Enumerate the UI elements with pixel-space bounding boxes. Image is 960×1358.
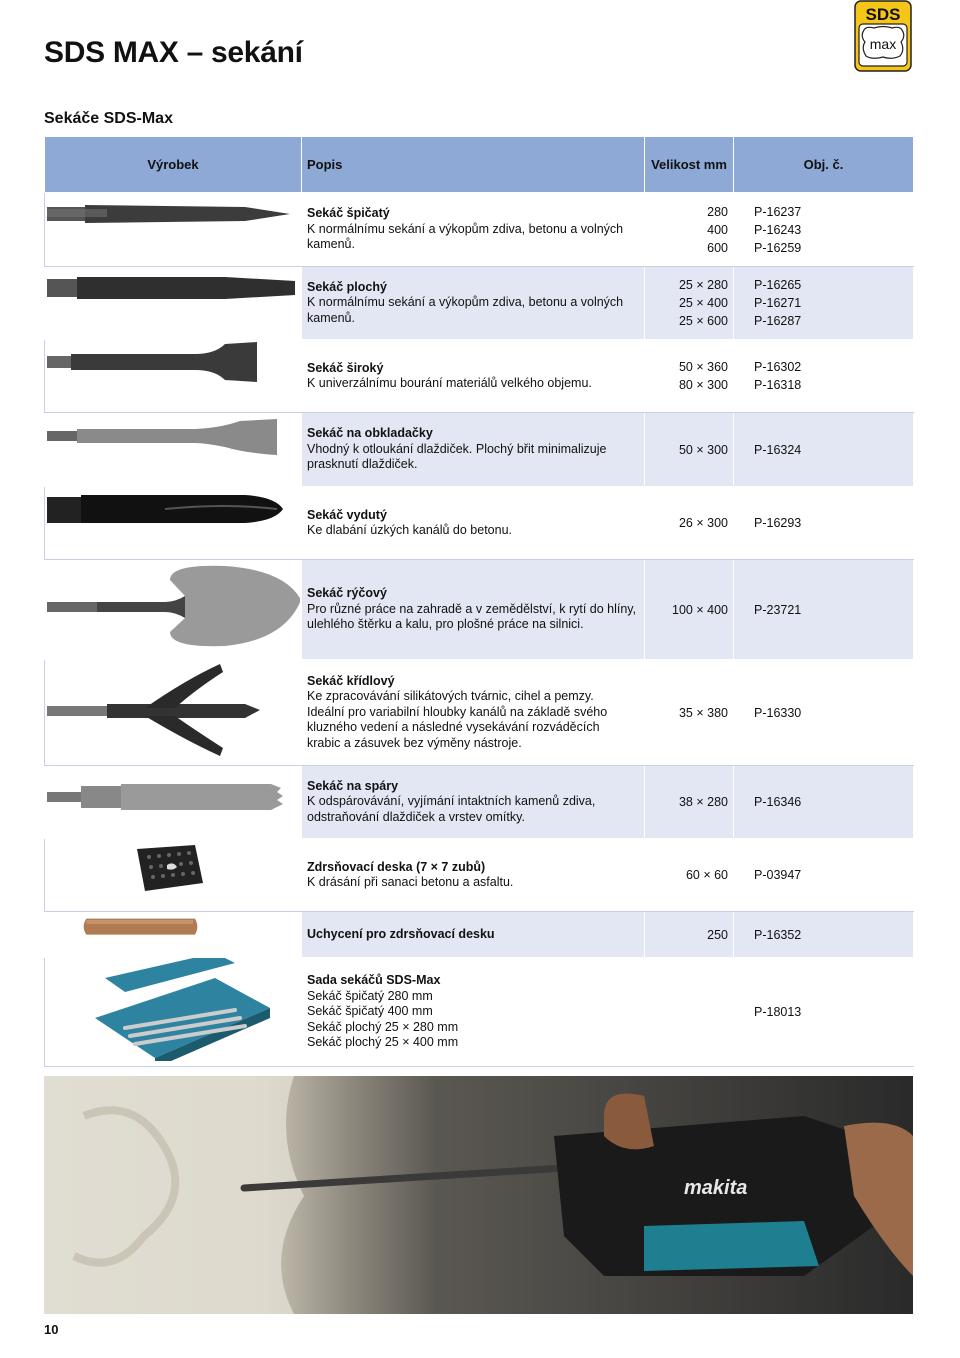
product-description-line: K normálnímu sekání a výkopům zdiva, betonu a volných (307, 221, 624, 236)
product-description-line: Sekáč plochý 25 × 400 mm (307, 1035, 459, 1050)
section-title: Sekáče SDS-Max (44, 110, 173, 127)
product-name: Sekáč křídlový (307, 673, 395, 688)
product-image-cell (45, 340, 302, 413)
product-description-line: kamenů. (307, 237, 355, 252)
size-value: 100 × 400 (672, 602, 728, 617)
product-size-cell (645, 340, 734, 413)
table-row (45, 267, 914, 340)
product-description-cell (302, 912, 645, 958)
plate-holder-image (45, 912, 300, 952)
product-order-cell (734, 958, 914, 1067)
order-number: P-16259 (754, 240, 802, 255)
table-row (45, 912, 914, 958)
order-number: P-16237 (754, 204, 802, 219)
product-description-line: K drásání při sanaci betonu a asfaltu. (307, 875, 514, 889)
size-value: 35 × 380 (678, 705, 728, 720)
pointed-chisel-image (45, 193, 300, 261)
order-number: P-16324 (754, 442, 802, 457)
product-name: Sekáč na obkladačky (307, 426, 433, 441)
product-name: Sekáč plochý (307, 279, 387, 294)
product-size-cell (645, 413, 734, 487)
size-value: 50 × 360 (678, 360, 728, 374)
product-order-cell (734, 766, 914, 839)
table-row (45, 193, 914, 267)
size-value: 400 (707, 222, 728, 237)
product-name: Uchycení pro zdrsňovací desku (307, 926, 495, 941)
logo-top-text: SDS (865, 5, 901, 24)
table-row (45, 413, 914, 487)
size-value: 60 × 60 (685, 868, 728, 882)
size-value: 250 (707, 927, 728, 942)
product-order-cell (734, 560, 914, 660)
product-name: Sekáč rýčový (307, 586, 387, 601)
tile-chisel-image (45, 413, 300, 481)
product-description-line: K odspárovávání, vyjímání intaktních kamenů zdiva, (307, 794, 596, 809)
product-size-cell (645, 839, 734, 912)
product-image-cell (45, 560, 302, 660)
product-name: Sada sekáčů SDS-Max (307, 973, 441, 988)
order-number: P-16318 (754, 378, 802, 392)
product-description-cell (302, 267, 645, 340)
col-header-order: Obj. č. (734, 137, 914, 193)
size-value: 25 × 280 (678, 278, 728, 292)
product-description-line: ulehlého štěrku a kalu, pro plošné práce na silnici. (307, 617, 584, 632)
product-description-line: prasknutí dlaždiček. (307, 457, 418, 472)
product-order-cell (734, 193, 914, 267)
product-description-line: Vhodný k otloukání dlaždiček. Plochý břit minimalizuje (307, 441, 607, 456)
product-image-cell (45, 267, 302, 340)
product-description-cell (302, 660, 645, 766)
joint-chisel-image (45, 766, 300, 833)
product-description-line: Pro různé práce na zahradě a v zemědělství, k rytí do hlíny, (307, 601, 637, 616)
table-row (45, 958, 914, 1067)
order-number: P-16271 (754, 296, 802, 310)
product-order-cell (734, 267, 914, 340)
product-order-cell (734, 413, 914, 487)
product-description-line: kluzného vedení a následné vysekávání rozváděcích (307, 720, 600, 735)
table-row (45, 766, 914, 839)
flat-chisel-image (45, 267, 300, 334)
product-description-line: Sekáč plochý 25 × 280 mm (307, 1019, 459, 1034)
product-image-cell (45, 958, 302, 1067)
product-size-cell (645, 660, 734, 766)
product-name: Sekáč na spáry (307, 778, 399, 793)
spade-chisel-image (45, 560, 300, 654)
size-value: 26 × 300 (678, 516, 728, 530)
col-header-size: Velikost mm (645, 137, 734, 193)
table-row (45, 340, 914, 413)
product-description-line: kamenů. (307, 310, 355, 325)
col-header-product: Výrobek (45, 137, 302, 193)
page-number: 10 (44, 1322, 59, 1337)
product-size-cell (645, 958, 734, 1067)
product-description-cell (302, 413, 645, 487)
product-description-cell (302, 193, 645, 267)
table-row (45, 560, 914, 660)
product-size-cell (645, 912, 734, 958)
product-name: Sekáč široký (307, 360, 384, 375)
product-description-line: Ke dlabání úzkých kanálů do betonu. (307, 523, 513, 537)
product-description-line: K univerzálnímu bourání materiálů velkého objemu. (307, 376, 592, 390)
product-order-cell (734, 660, 914, 766)
order-number: P-16265 (754, 278, 802, 292)
page-title: SDS MAX – sekání (44, 36, 303, 69)
product-description-line: Sekáč špičatý 400 mm (307, 1004, 433, 1019)
logo-bottom-text: max (869, 36, 897, 52)
product-description-line: Ke zpracovávání silikátových tvárnic, cihel a pemzy. (307, 689, 594, 704)
product-size-cell (645, 766, 734, 839)
table-header-row (45, 137, 914, 193)
chisel-set-case-image (45, 958, 300, 1061)
product-description-line: K normálnímu sekání a výkopům zdiva, betonu a volných (307, 295, 624, 310)
product-description-line: Ideální pro variabilní hloubky kanálů na základě svého (307, 704, 608, 719)
product-size-cell (645, 560, 734, 660)
product-description-line: odstraňování dlaždiček a vrstev omítky. (307, 809, 525, 824)
sds-max-logo (854, 0, 912, 72)
product-image-cell (45, 193, 302, 267)
size-value: 38 × 280 (678, 795, 728, 809)
product-size-cell (645, 267, 734, 340)
product-name: Sekáč vydutý (307, 507, 387, 522)
product-image-cell (45, 766, 302, 839)
size-value: 25 × 400 (678, 296, 728, 310)
bush-hammer-plate-image (45, 839, 300, 906)
product-order-cell (734, 340, 914, 413)
product-description-cell (302, 560, 645, 660)
product-description-cell (302, 766, 645, 839)
product-image-cell (45, 660, 302, 766)
size-value: 280 (707, 204, 728, 219)
product-order-cell (734, 487, 914, 560)
order-number: P-16330 (754, 705, 802, 720)
wide-chisel-image (45, 340, 300, 407)
size-value: 600 (707, 240, 728, 255)
product-description-cell (302, 958, 645, 1067)
winged-chisel-image (45, 660, 300, 760)
product-name: Zdrsňovací deska (7 × 7 zubů) (307, 859, 486, 874)
size-value: 80 × 300 (678, 378, 728, 392)
product-image-cell (45, 413, 302, 487)
order-number: P-18013 (754, 1005, 802, 1019)
hammer-drill-photo (44, 1076, 913, 1314)
table-row (45, 660, 914, 766)
product-image-cell (45, 912, 302, 958)
product-description-cell (302, 839, 645, 912)
product-image-cell (45, 487, 302, 560)
col-header-description: Popis (302, 137, 645, 193)
order-number: P-03947 (754, 868, 802, 882)
order-number: P-16243 (754, 222, 802, 237)
product-name: Sekáč špičatý (307, 206, 390, 221)
product-description-cell (302, 340, 645, 413)
product-size-cell (645, 193, 734, 267)
order-number: P-16287 (754, 314, 802, 328)
order-number: P-16302 (754, 360, 802, 374)
product-table (44, 136, 914, 1067)
gouge-chisel-image (45, 487, 300, 554)
product-size-cell (645, 487, 734, 560)
product-order-cell (734, 839, 914, 912)
product-order-cell (734, 912, 914, 958)
size-value: 25 × 600 (678, 314, 728, 328)
table-row (45, 839, 914, 912)
product-image-cell (45, 839, 302, 912)
product-description-line: krabic a zásuvek bez výměny nástroje. (307, 735, 522, 750)
size-value: 50 × 300 (678, 442, 728, 457)
order-number: P-23721 (754, 602, 802, 617)
photo-brand-label: makita (684, 1177, 748, 1199)
order-number: P-16293 (754, 516, 802, 530)
product-description-cell (302, 487, 645, 560)
product-description-line: Sekáč špičatý 280 mm (307, 988, 433, 1003)
table-row (45, 487, 914, 560)
order-number: P-16352 (754, 927, 802, 942)
order-number: P-16346 (754, 795, 802, 809)
